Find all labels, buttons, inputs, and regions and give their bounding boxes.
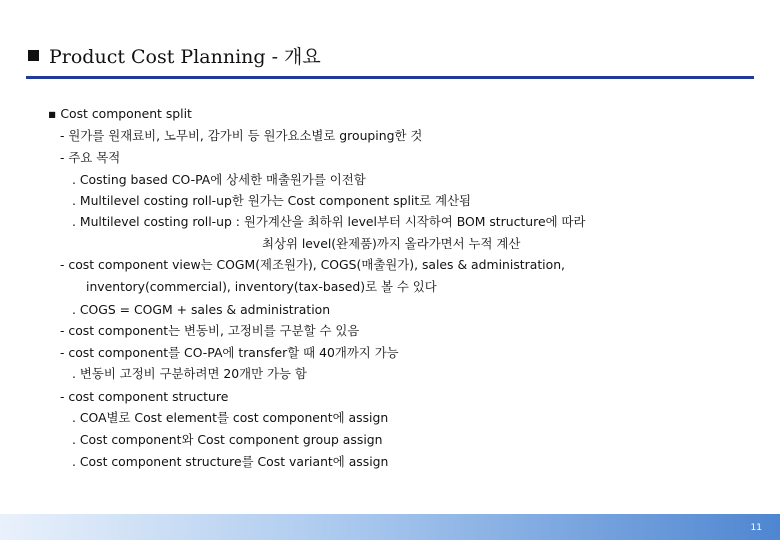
body-line: - cost component structure [60,389,229,404]
body-line: inventory(commercial), inventory(tax-based)로 볼 수 있다 [86,279,437,294]
slide-title: Product Cost Planning - 개요 [49,46,321,68]
title-divider [26,76,754,79]
body-line: - cost component는 변동비, 고정비를 구분할 수 있음 [60,323,360,338]
body-line: . Multilevel costing roll-up한 원가는 Cost component split로 계산됨 [72,193,472,208]
square-bullet-icon [28,50,39,61]
body-line: ▪ Cost component split [48,106,192,121]
body-line: - cost component view는 COGM(제조원가), COGS(매출원가), sales & administration, [60,257,565,272]
body-line: - 원가를 원재료비, 노무비, 감가비 등 원가요소별로 grouping한 것 [60,128,423,143]
body-line: . Cost component와 Cost component group assign [72,432,383,447]
body-line: - cost component를 CO-PA에 transfer할 때 40개까지 가능 [60,345,399,360]
page-number: 11 [750,523,762,533]
body-line: . COA별로 Cost element를 cost component에 assign [72,410,389,425]
footer-bar [0,514,780,540]
body-line: . Costing based CO-PA에 상세한 매출원가를 이전함 [72,172,366,187]
body-line: . Multilevel costing roll-up : 원가계산을 최하위 level부터 시작하여 BOM structure에 따라 [72,214,586,229]
body-line: . 변동비 고정비 구분하려면 20개만 가능 함 [72,366,307,381]
body-line: - 주요 목적 [60,150,121,165]
body-line: . COGS = COGM + sales & administration [72,302,331,317]
body-line: . Cost component structure를 Cost variant에 assign [72,454,389,469]
body-line: 최상위 level(완제품)까지 올라가면서 누적 계산 [262,236,521,251]
slide-title-row [28,42,321,69]
